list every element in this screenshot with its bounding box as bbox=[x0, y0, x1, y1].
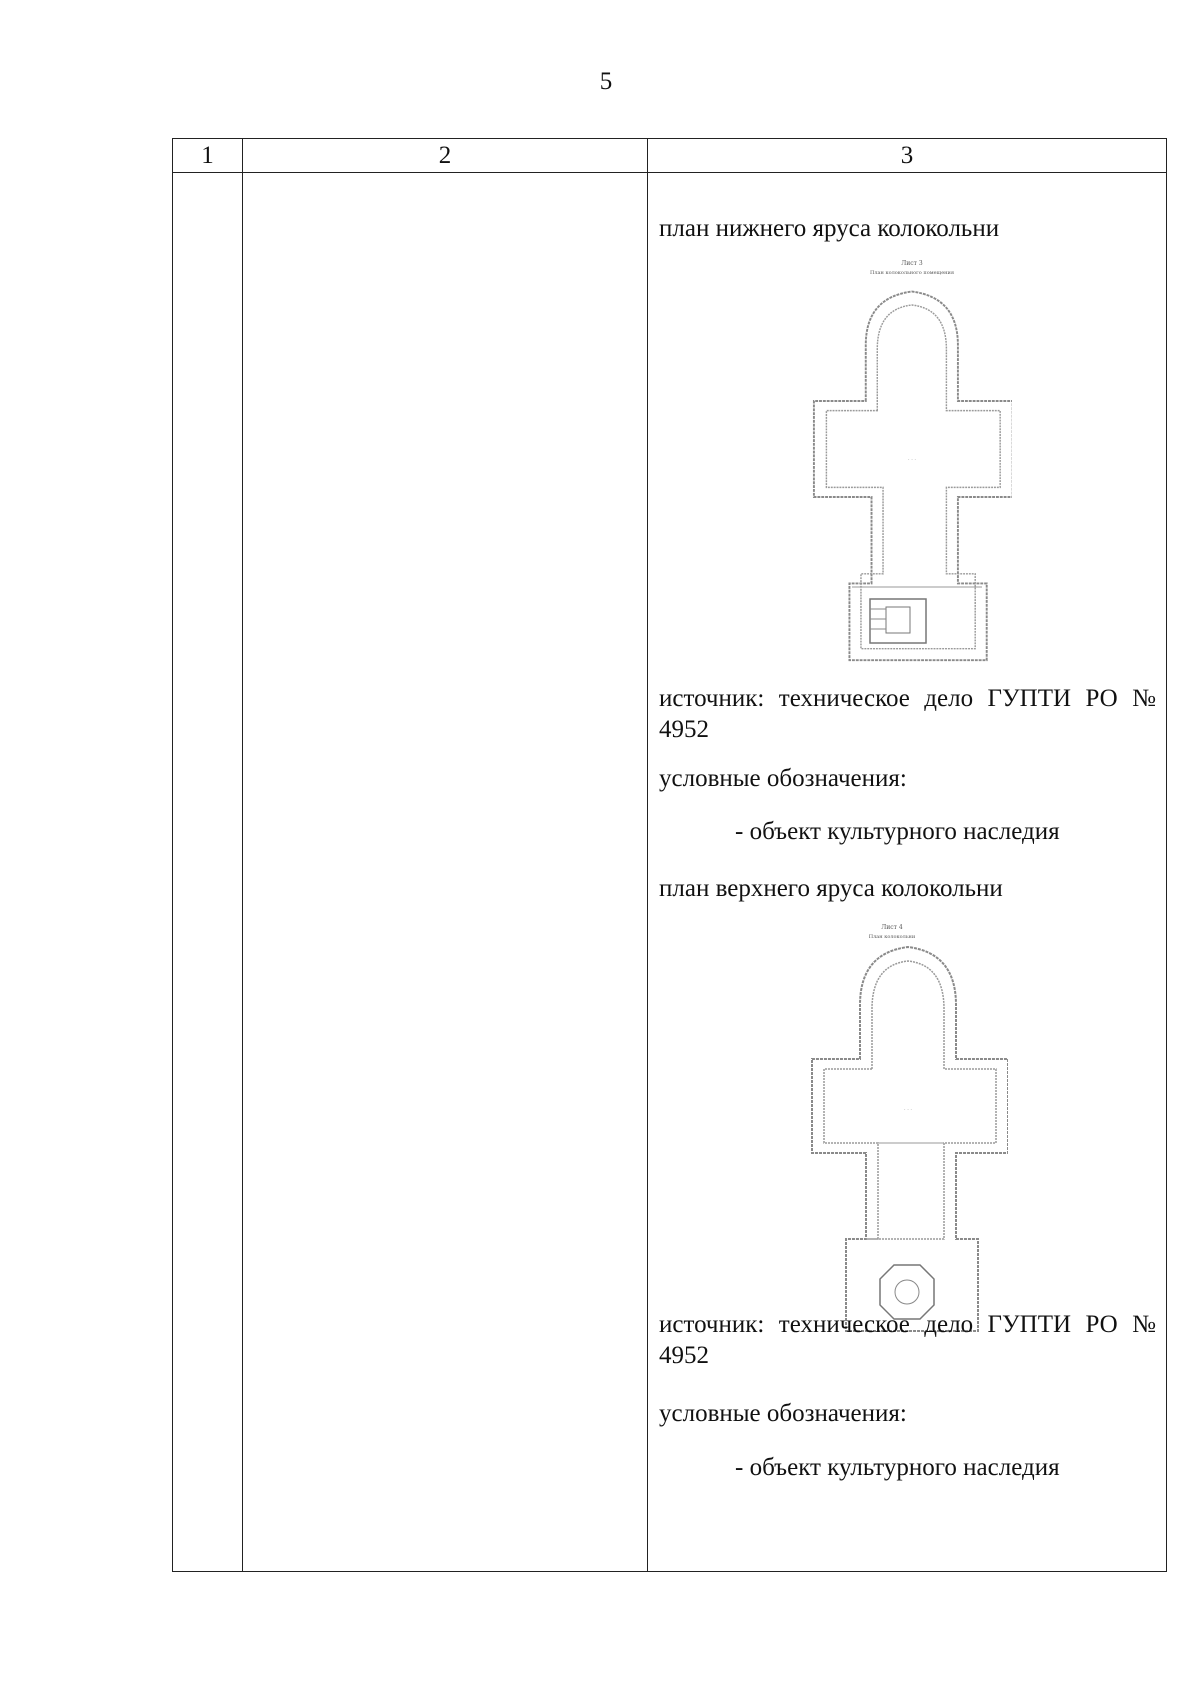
legend-item-2: - объект культурного наследия bbox=[735, 1454, 1060, 1481]
floor-plan-upper-image bbox=[808, 921, 1008, 1353]
page-number: 5 bbox=[599, 68, 613, 95]
plan-upper-source: источник: техническое дело ГУПТИ РО № 4952 bbox=[659, 1311, 1156, 1369]
legend-title-1: условные обозначения: bbox=[659, 765, 907, 792]
svg-text:· · ·: · · · bbox=[908, 457, 916, 463]
plan-upper-title: план верхнего яруса колокольни bbox=[659, 875, 1003, 902]
cell-col-2 bbox=[243, 173, 648, 1572]
plan-lower-title: план нижнего яруса колокольни bbox=[659, 215, 1000, 242]
table-row bbox=[173, 173, 1167, 1572]
column-header-1: 1 bbox=[173, 139, 243, 173]
column-header-3: 3 bbox=[648, 139, 1167, 173]
legend-item-1: - объект культурного наследия bbox=[735, 818, 1060, 845]
table-header-row bbox=[173, 139, 1167, 173]
cell-col-3 bbox=[648, 173, 1167, 1572]
plan-lower-source: источник: техническое дело ГУПТИ РО № 4952 bbox=[659, 685, 1156, 743]
legend-title-2: условные обозначения: bbox=[659, 1400, 907, 1427]
plan-upper-caption-1: Лист 4 bbox=[881, 924, 903, 931]
plan-upper-caption-2: План колокольни bbox=[868, 934, 916, 940]
plan-lower-caption-1: Лист 3 bbox=[901, 260, 923, 267]
floor-plan-lower-image bbox=[812, 257, 1012, 699]
column-header-2: 2 bbox=[243, 139, 648, 173]
plan-lower-caption-2: План колокольного помещения bbox=[870, 270, 954, 276]
svg-text:· · ·: · · · bbox=[904, 1107, 912, 1113]
document-table bbox=[172, 138, 1167, 1572]
cell-col-1 bbox=[173, 173, 243, 1572]
